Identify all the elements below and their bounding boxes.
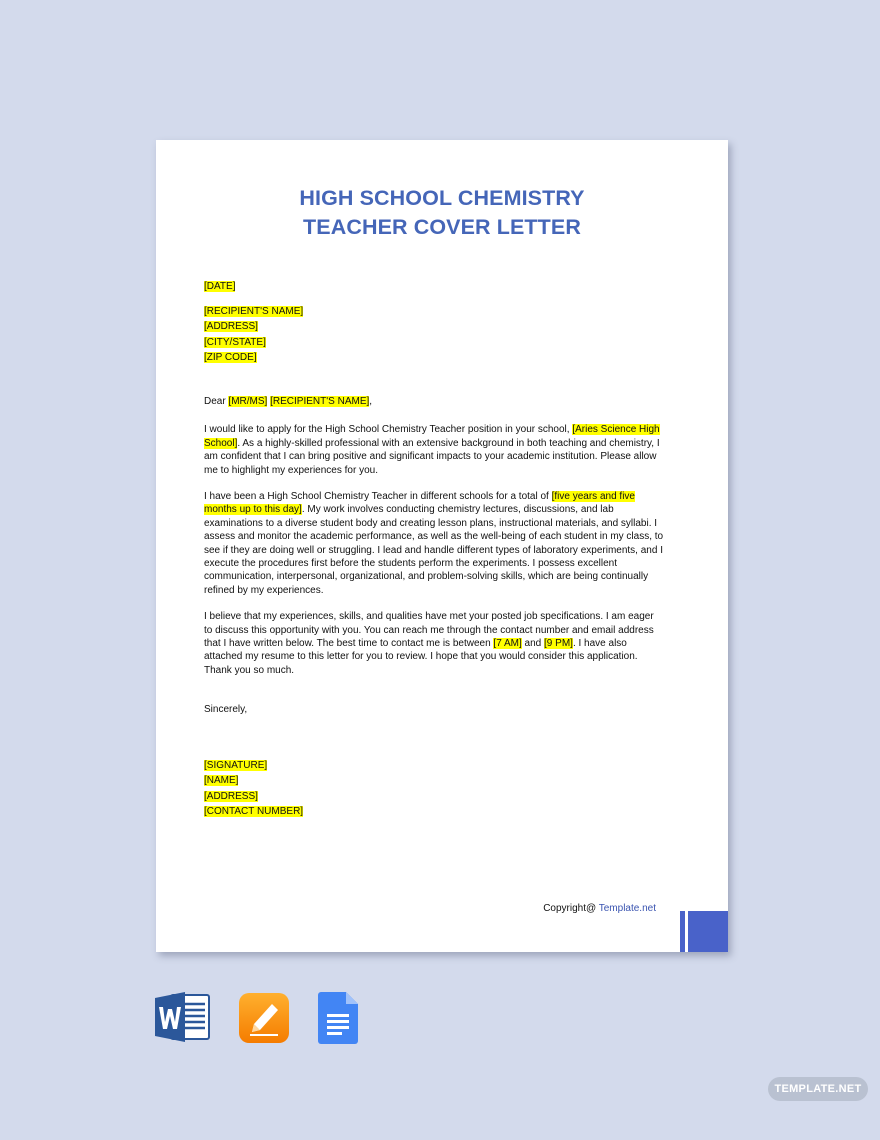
paragraph-1-text-a: I would like to apply for the High School Chemistry Teacher position in your school, [204,424,573,436]
experience-duration: [five years and five months up to this day] [204,491,635,516]
contact-time-end: [9 PM] [544,638,573,650]
word-icon[interactable] [155,992,211,1042]
recipient-block [204,304,664,366]
title-line-2: TEACHER COVER LETTER [303,215,581,239]
corner-accent-block [688,911,728,952]
paragraph-2-text-a: I have been a High School Chemistry Teacher in different schools for a total of [204,491,552,502]
paragraph-3-text-b: . I have also attached my resume to this letter for you to review. I hope that you would consider this application. Thank you so much. [204,638,638,676]
copyright-link[interactable]: Template.net [598,903,656,914]
document-page [156,140,728,952]
copyright-line [543,903,656,914]
paragraph-contact [204,610,664,677]
salutation-prefix: Dear [204,395,229,407]
paragraph-2-text-b: . My work involves conducting chemistry lectures, discussions, and lab examinations to a diverse student body and creating lesson plans, instructional materials, and syllabi. I assess and monitor the academic performance, as well as the well-being of each student in my class, to see if they are doing well or struggling. I lead and handle different types of laboratory experiments, and I execute the procedures first before the students perform the experiments. I possess excellent communication, interpersonal, organizational, and problem-solving skills, which are being continually refined by my experiences. [204,504,664,596]
salutation-name: [RECIPIENT'S NAME] [270,395,370,407]
salutation-suffix: , [369,395,373,407]
signature-block [204,758,664,820]
letter-body [204,279,664,820]
paragraph-3-text-a: I believe that my experiences, skills, and qualities have met your posted job specifications. I am eager to discuss this opportunity with you. You can reach me through the contact number and email address that I have written below. The best time to contact me is between [204,611,654,650]
copyright-prefix: Copyright@ [543,903,599,914]
document-title [156,184,728,242]
recipient-name: [RECIPIENT'S NAME] [204,305,304,317]
salutation [204,395,664,408]
paragraph-intro [204,423,664,477]
sender-address: [ADDRESS] [204,790,258,802]
google-docs-icon[interactable] [318,992,358,1044]
recipient-address: [ADDRESS] [204,321,258,333]
sender-name: [NAME] [204,775,239,787]
paragraph-experience [204,490,664,597]
recipient-zip: [ZIP CODE] [204,352,257,364]
paragraph-3-and: and [521,638,545,650]
recipient-city-state: [CITY/STATE] [204,336,266,348]
salutation-title: [MR/MS] [228,395,268,407]
signature-placeholder: [SIGNATURE] [204,759,268,771]
date-placeholder: [DATE] [204,281,236,292]
paragraph-1-text-b: . As a highly-skilled professional with an extensive background in both teaching and chemistry, I am confident that I can bring positive and significant impacts to your academic institution. Please allow me to highlight my experiences for you. [204,437,660,476]
school-name: [Aries Science High School] [204,424,660,449]
title-line-1: HIGH SCHOOL CHEMISTRY [299,186,585,210]
contact-time-start: [7 AM] [493,638,522,650]
closing: Sincerely, [204,704,248,716]
pages-icon[interactable] [238,992,290,1044]
sender-contact: [CONTACT NUMBER] [204,806,304,818]
corner-accent-bar [680,911,685,952]
date-block [204,279,664,295]
template-net-badge[interactable]: TEMPLATE.NET [768,1077,868,1101]
